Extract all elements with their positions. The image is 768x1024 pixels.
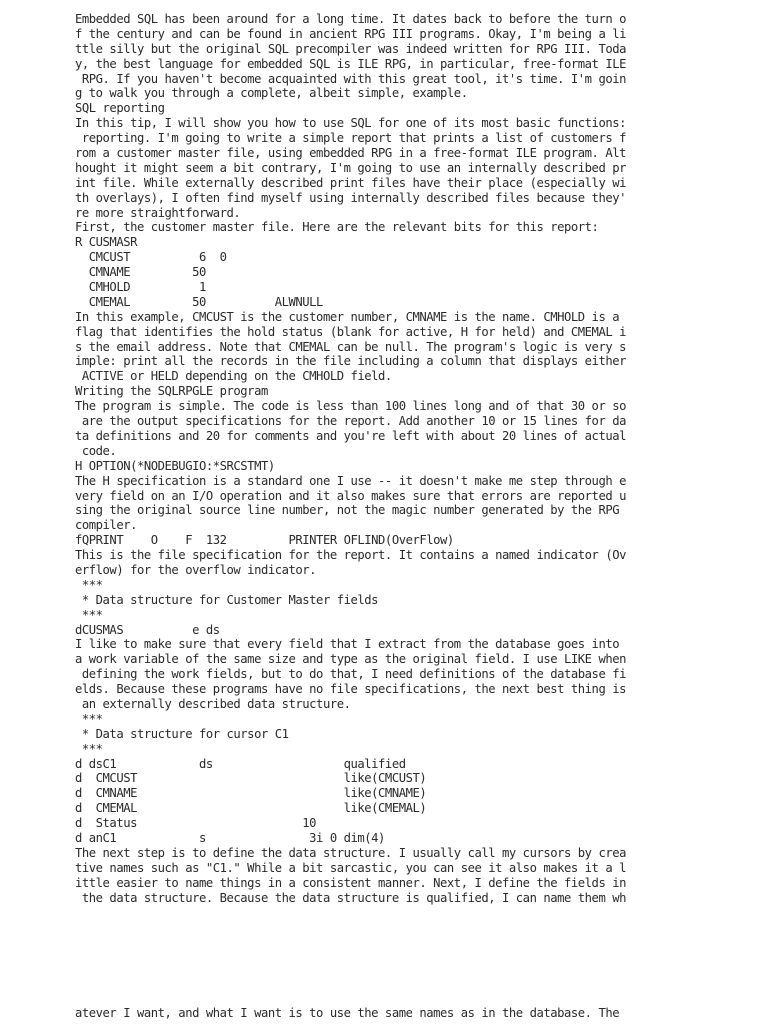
text-line: s the email address. Note that CMEMAL can be null. The program's logic is very s <box>75 339 626 354</box>
text-line: rom a customer master file, using embedded RPG in a free-format ILE program. Alt <box>75 146 626 161</box>
text-line: d CMCUST like(CMCUST) <box>75 771 427 786</box>
document-body <box>75 12 715 905</box>
text-line: are the output specifications for the report. Add another 10 or 15 lines for da <box>75 414 626 429</box>
text-line: The H specification is a standard one I use -- it doesn't make me step through e <box>75 473 626 488</box>
text-line: hought it might seem a bit contrary, I'm going to use an internally described pr <box>75 160 626 175</box>
text-line: sing the original source line number, not the magic number generated by the RPG <box>75 503 620 518</box>
text-line: ttle silly but the original SQL precompiler was indeed written for RPG III. Toda <box>75 41 626 56</box>
text-line: d CMEMAL like(CMEMAL) <box>75 801 427 816</box>
text-line: CMNAME 50 <box>75 265 206 280</box>
text-line: * Data structure for cursor C1 <box>75 726 289 741</box>
text-line: In this example, CMCUST is the customer number, CMNAME is the name. CMHOLD is a <box>75 309 620 324</box>
text-line: RPG. If you haven't become acquainted with this great tool, it's time. I'm goin <box>75 71 626 86</box>
text-line: int file. While externally described print files have their place (especially wi <box>75 175 626 190</box>
text-line: I like to make sure that every field that I extract from the database goes into <box>75 637 620 652</box>
text-line: In this tip, I will show you how to use SQL for one of its most basic functions: <box>75 116 626 131</box>
text-line: the data structure. Because the data structure is qualified, I can name them wh <box>75 890 626 905</box>
text-line: re more straightforward. <box>75 205 241 220</box>
text-line: ittle easier to name things in a consistent manner. Next, I define the fields in <box>75 875 626 890</box>
text-line: imple: print all the records in the file including a column that displays either <box>75 354 626 369</box>
text-line: SQL reporting <box>75 101 165 116</box>
text-line: erflow) for the overflow indicator. <box>75 562 317 577</box>
text-line: This is the file specification for the report. It contains a named indicator (Ov <box>75 548 626 563</box>
text-line: R CUSMASR <box>75 235 137 250</box>
text-line: The next step is to define the data structure. I usually call my cursors by crea <box>75 845 626 860</box>
text-line: a work variable of the same size and type as the original field. I use LIKE when <box>75 652 626 667</box>
text-line: d dsC1 ds qualified <box>75 756 406 771</box>
text-line: ACTIVE or HELD depending on the CMHOLD field. <box>75 369 392 384</box>
text-line: d Status 10 <box>75 816 317 831</box>
text-line: First, the customer master file. Here are the relevant bits for this report: <box>75 220 599 235</box>
text-line: CMCUST 6 0 <box>75 250 227 265</box>
text-line: Writing the SQLRPGLE program <box>75 384 268 399</box>
text-line: defining the work fields, but to do that, I need definitions of the database fi <box>75 667 626 682</box>
text-line: elds. Because these programs have no file specifications, the next best thing is <box>75 682 626 697</box>
text-line: g to walk you through a complete, albeit simple, example. <box>75 86 468 101</box>
text-line: ta definitions and 20 for comments and you're left with about 20 lines of actual <box>75 428 626 443</box>
text-line: fQPRINT O F 132 PRINTER OFLIND(OverFlow) <box>75 533 454 548</box>
text-line: compiler. <box>75 518 137 533</box>
text-line: reporting. I'm going to write a simple report that prints a list of customers f <box>75 131 626 146</box>
text-line: Embedded SQL has been around for a long time. It dates back to before the turn o <box>75 12 626 26</box>
text-line: *** <box>75 711 103 726</box>
text-line: th overlays), I often find myself using internally described files because they' <box>75 190 626 205</box>
text-line: very field on an I/O operation and it also makes sure that errors are reported u <box>75 488 626 503</box>
text-line: dCUSMAS e ds <box>75 622 220 637</box>
text-line: d CMNAME like(CMNAME) <box>75 786 427 801</box>
text-line: *** <box>75 577 103 592</box>
text-line: The program is simple. The code is less than 100 lines long and of that 30 or so <box>75 399 626 414</box>
text-line: tive names such as "C1." While a bit sarcastic, you can see it also makes it a l <box>75 860 626 875</box>
page-bottom-line: atever I want, and what I want is to use the same names as in the database. The <box>75 1006 620 1020</box>
text-line: *** <box>75 741 103 756</box>
text-line: an externally described data structure. <box>75 696 351 711</box>
text-line: y, the best language for embedded SQL is ILE RPG, in particular, free-format ILE <box>75 56 626 71</box>
text-line: f the century and can be found in ancient RPG III programs. Okay, I'm being a li <box>75 26 626 41</box>
text-line: flag that identifies the hold status (blank for active, H for held) and CMEMAL i <box>75 324 626 339</box>
text-line: CMHOLD 1 <box>75 280 206 295</box>
text-line: code. <box>75 443 117 458</box>
text-line: *** <box>75 607 103 622</box>
text-line: d anC1 s 3i 0 dim(4) <box>75 830 385 845</box>
text-line: H OPTION(*NODEBUGIO:*SRCSTMT) <box>75 458 275 473</box>
text-line: * Data structure for Customer Master fields <box>75 592 379 607</box>
text-line: CMEMAL 50 ALWNULL <box>75 294 323 309</box>
